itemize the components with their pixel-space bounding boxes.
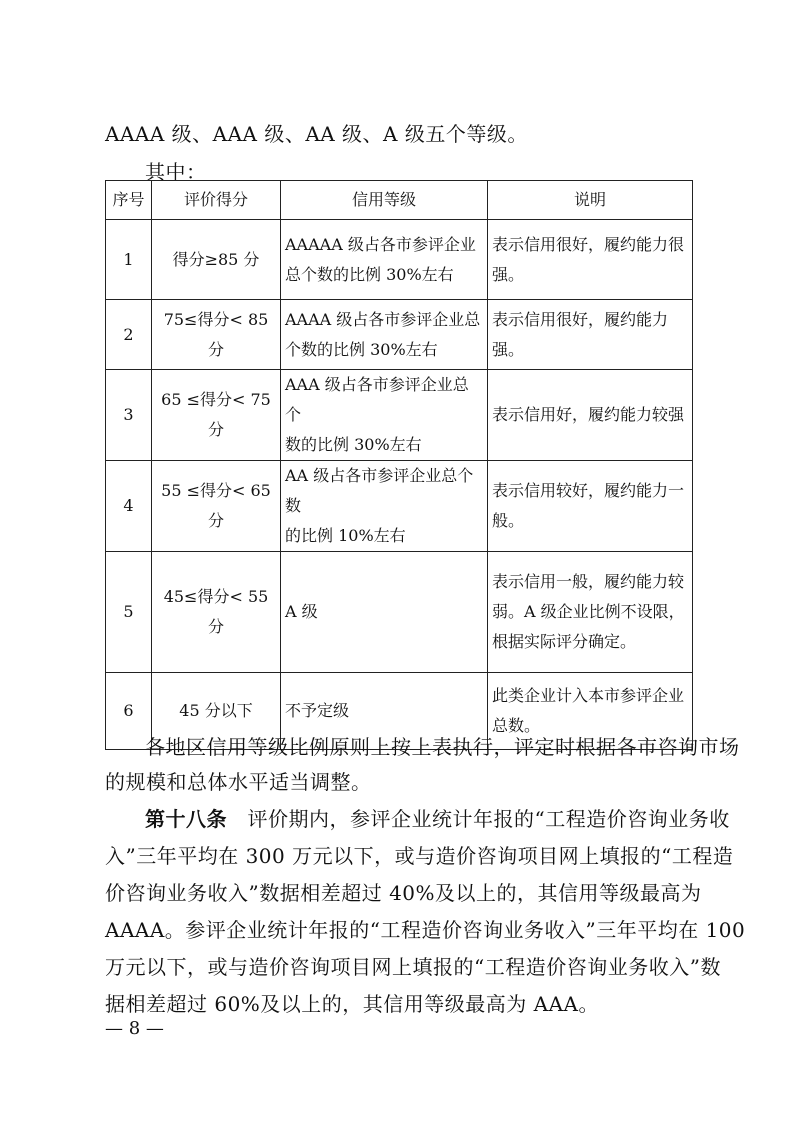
- row-score: 45 分以下: [152, 673, 281, 750]
- row-note: [488, 552, 693, 673]
- row-grade: [281, 461, 488, 552]
- row-no: 6: [106, 673, 152, 750]
- row-no: 5: [106, 552, 152, 673]
- credit-grade-table: [105, 180, 693, 750]
- article-line: 万元以下，或与造价咨询项目网上填报的“工程造价咨询业务收入”数: [105, 955, 721, 979]
- paragraph-line: 的规模和总体水平适当调整。: [105, 770, 372, 794]
- table-row: [106, 220, 693, 300]
- article-line: 评价期内，参评企业统计年报的“工程造价咨询业务收: [247, 807, 730, 831]
- header-grade: 信用等级: [281, 181, 488, 220]
- row-score: 75≤得分< 85 分: [152, 300, 281, 370]
- header-no: 序号: [106, 181, 152, 220]
- note-line: 此类企业计入本市参评企业: [492, 686, 685, 705]
- row-no: 2: [106, 300, 152, 370]
- row-score: 55 ≤得分< 65 分: [152, 461, 281, 552]
- note-line: 表示信用一般，履约能力较: [492, 572, 685, 591]
- grade-line: AAAA 级占各市参评企业总: [285, 309, 481, 329]
- note-line: 表示信用较好，履约能力一: [492, 481, 685, 500]
- grade-line: AAAAA 级占各市参评企业: [285, 234, 476, 254]
- row-grade: [281, 552, 488, 673]
- article-line: 据相差超过 60%及以上的，其信用等级最高为 AAA。: [105, 992, 599, 1016]
- row-no: 3: [106, 370, 152, 461]
- grade-line: AAA 级占各市参评企业总个: [285, 375, 469, 424]
- row-score: 得分≥85 分: [152, 220, 281, 300]
- note-line: 般。: [492, 511, 525, 530]
- header-note: 说明: [488, 181, 693, 220]
- row-note: [488, 370, 693, 461]
- row-no: 1: [106, 220, 152, 300]
- table-header-row: [106, 181, 693, 220]
- grade-line: 个数的比例 30%左右: [285, 339, 438, 359]
- article-line: 入”三年平均在 300 万元以下，或与造价咨询项目网上填报的“工程造: [105, 844, 734, 868]
- header-score: 评价得分: [152, 181, 281, 220]
- qizhong-label: 其中：: [145, 160, 207, 184]
- row-no: 4: [106, 461, 152, 552]
- row-grade: [281, 220, 488, 300]
- row-grade: [281, 300, 488, 370]
- row-note: [488, 461, 693, 552]
- row-score: 45≤得分< 55 分: [152, 552, 281, 673]
- table-row: [106, 461, 693, 552]
- grade-line: 数的比例 30%左右: [285, 435, 422, 454]
- note-line: 表示信用好，履约能力较强: [492, 405, 685, 424]
- note-line: 强。: [492, 264, 525, 284]
- top-line: AAAA 级、AAA 级、AA 级、A 级五个等级。: [105, 122, 528, 146]
- article-line: AAAA。参评企业统计年报的“工程造价咨询业务收入”三年平均在 100: [105, 918, 746, 942]
- grade-line: 不予定级: [285, 701, 350, 720]
- row-grade: [281, 370, 488, 461]
- grade-line: 总个数的比例 30%左右: [285, 264, 454, 284]
- row-note: [488, 300, 693, 370]
- paragraph-line: 各地区信用等级比例原则上按上表执行，评定时根据各市咨询市场: [145, 735, 740, 759]
- row-score: 65 ≤得分< 75 分: [152, 370, 281, 461]
- row-note: [488, 220, 693, 300]
- note-line: 弱。A 级企业比例不设限，: [492, 602, 685, 621]
- grade-line: AA 级占各市参评企业总个数: [285, 466, 474, 515]
- grade-line: 的比例 10%左右: [285, 526, 406, 545]
- page-number: — 8 —: [105, 1018, 164, 1039]
- table-row: [106, 300, 693, 370]
- article-heading: 第十八条: [145, 807, 227, 831]
- table-row: [106, 552, 693, 673]
- grade-line: A 级: [285, 602, 318, 621]
- note-line: 根据实际评分确定。: [492, 632, 637, 651]
- note-line: 表示信用很好，履约能力强。: [492, 309, 669, 359]
- note-line: 总数。: [492, 716, 541, 735]
- table-row: [106, 370, 693, 461]
- article-line: 价咨询业务收入”数据相差超过 40%及以上的，其信用等级最高为: [105, 881, 702, 905]
- note-line: 表示信用很好，履约能力很: [492, 234, 685, 254]
- article-first-line: [145, 803, 730, 832]
